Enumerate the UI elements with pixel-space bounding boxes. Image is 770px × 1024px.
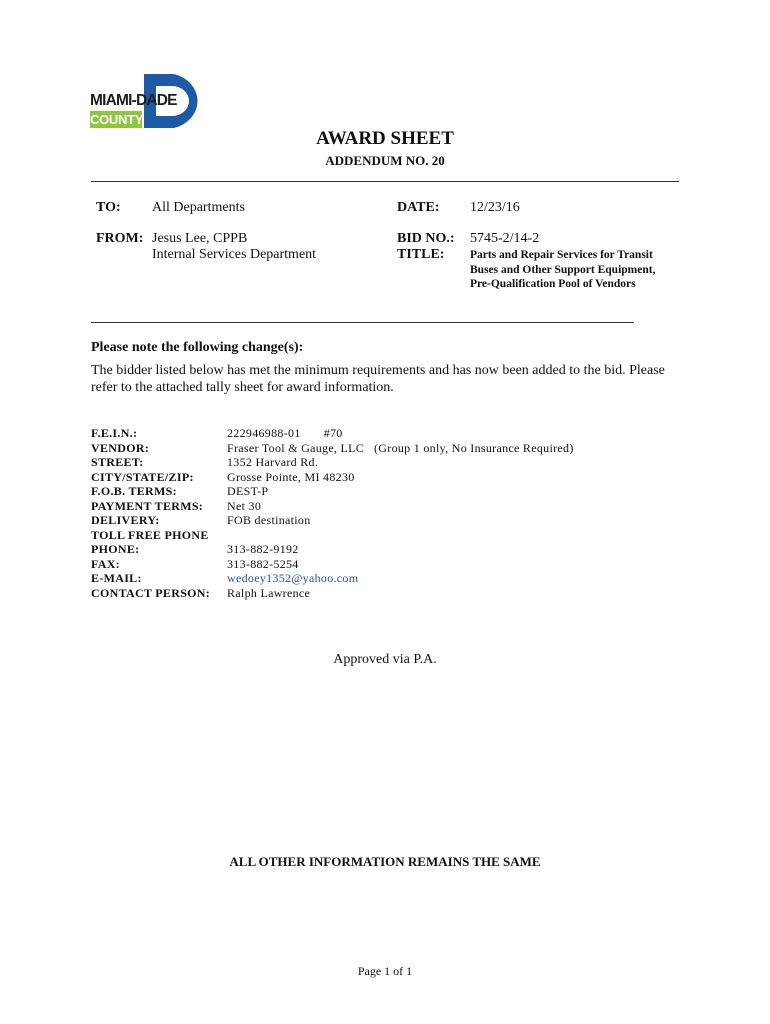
delivery-value: FOB destination: [227, 513, 311, 527]
fob-terms-value: DEST-P: [227, 484, 269, 498]
contact-person-label: CONTACT PERSON:: [91, 585, 211, 600]
remains-notice: ALL OTHER INFORMATION REMAINS THE SAME: [229, 854, 541, 869]
email-link[interactable]: wedoey1352@yahoo.com: [227, 571, 359, 585]
delivery-label: DELIVERY:: [91, 513, 160, 527]
email-label: E-MAIL:: [91, 571, 142, 585]
logo-text-county: COUNTY: [90, 112, 144, 127]
fein-label: F.E.I.N.:: [91, 426, 138, 440]
divider-top: [91, 181, 679, 182]
vendor-label: VENDOR:: [91, 440, 150, 455]
date-value: 12/23/16: [470, 200, 520, 215]
to-value: All Departments: [152, 200, 245, 215]
bid-number-label: BID NO.:: [397, 231, 455, 246]
fax-label: FAX:: [91, 556, 120, 571]
fob-terms-label: F.O.B. TERMS:: [91, 484, 177, 498]
from-name: Jesus Lee, CPPB: [152, 231, 248, 246]
note-heading: Please note the following change(s):: [91, 340, 304, 355]
street-value: 1352 Harvard Rd.: [227, 455, 319, 469]
logo-text-miami-dade: MIAMI-DADE: [90, 92, 177, 109]
approval-note: Approved via P.A.: [333, 652, 437, 667]
city-state-zip-value: Grosse Pointe, MI 48230: [227, 469, 355, 484]
bid-title-value: Parts and Repair Services for Transit Buses and Other Support Equipment, Pre-Qualification Pool of Vendors: [470, 249, 656, 291]
bid-title-label: TITLE:: [397, 247, 445, 262]
phone-value: 313-882-9192: [227, 542, 299, 556]
contact-person-value: Ralph Lawrence: [227, 585, 311, 600]
vendor-value: Fraser Tool & Gauge, LLC (Group 1 only, No Insurance Required): [227, 440, 574, 455]
page-title: AWARD SHEET: [316, 128, 454, 149]
miami-dade-county-logo: [88, 72, 210, 130]
note-body: The bidder listed below has met the minimum requirements and has now been added to the bid. Please refer to the attached tally sheet for award information.: [91, 363, 665, 395]
bid-number-value: 5745-2/14-2: [470, 231, 540, 246]
divider-bottom: [91, 322, 634, 323]
date-label: DATE:: [397, 200, 440, 215]
fax-value: 313-882-5254: [227, 556, 299, 571]
phone-label: PHONE:: [91, 542, 140, 556]
payment-terms-label: PAYMENT TERMS:: [91, 498, 204, 513]
to-label: TO:: [96, 200, 121, 215]
toll-free-phone-label: TOLL FREE PHONE: [91, 527, 209, 542]
from-department: Internal Services Department: [152, 247, 317, 262]
fein-value: 222946988-01 #70: [227, 426, 343, 440]
payment-terms-value: Net 30: [227, 498, 262, 513]
addendum-number: ADDENDUM NO. 20: [325, 153, 445, 168]
page-number: Page 1 of 1: [357, 964, 413, 978]
city-state-zip-label: CITY/STATE/ZIP:: [91, 469, 194, 484]
street-label: STREET:: [91, 455, 144, 469]
from-label: FROM:: [96, 231, 144, 246]
